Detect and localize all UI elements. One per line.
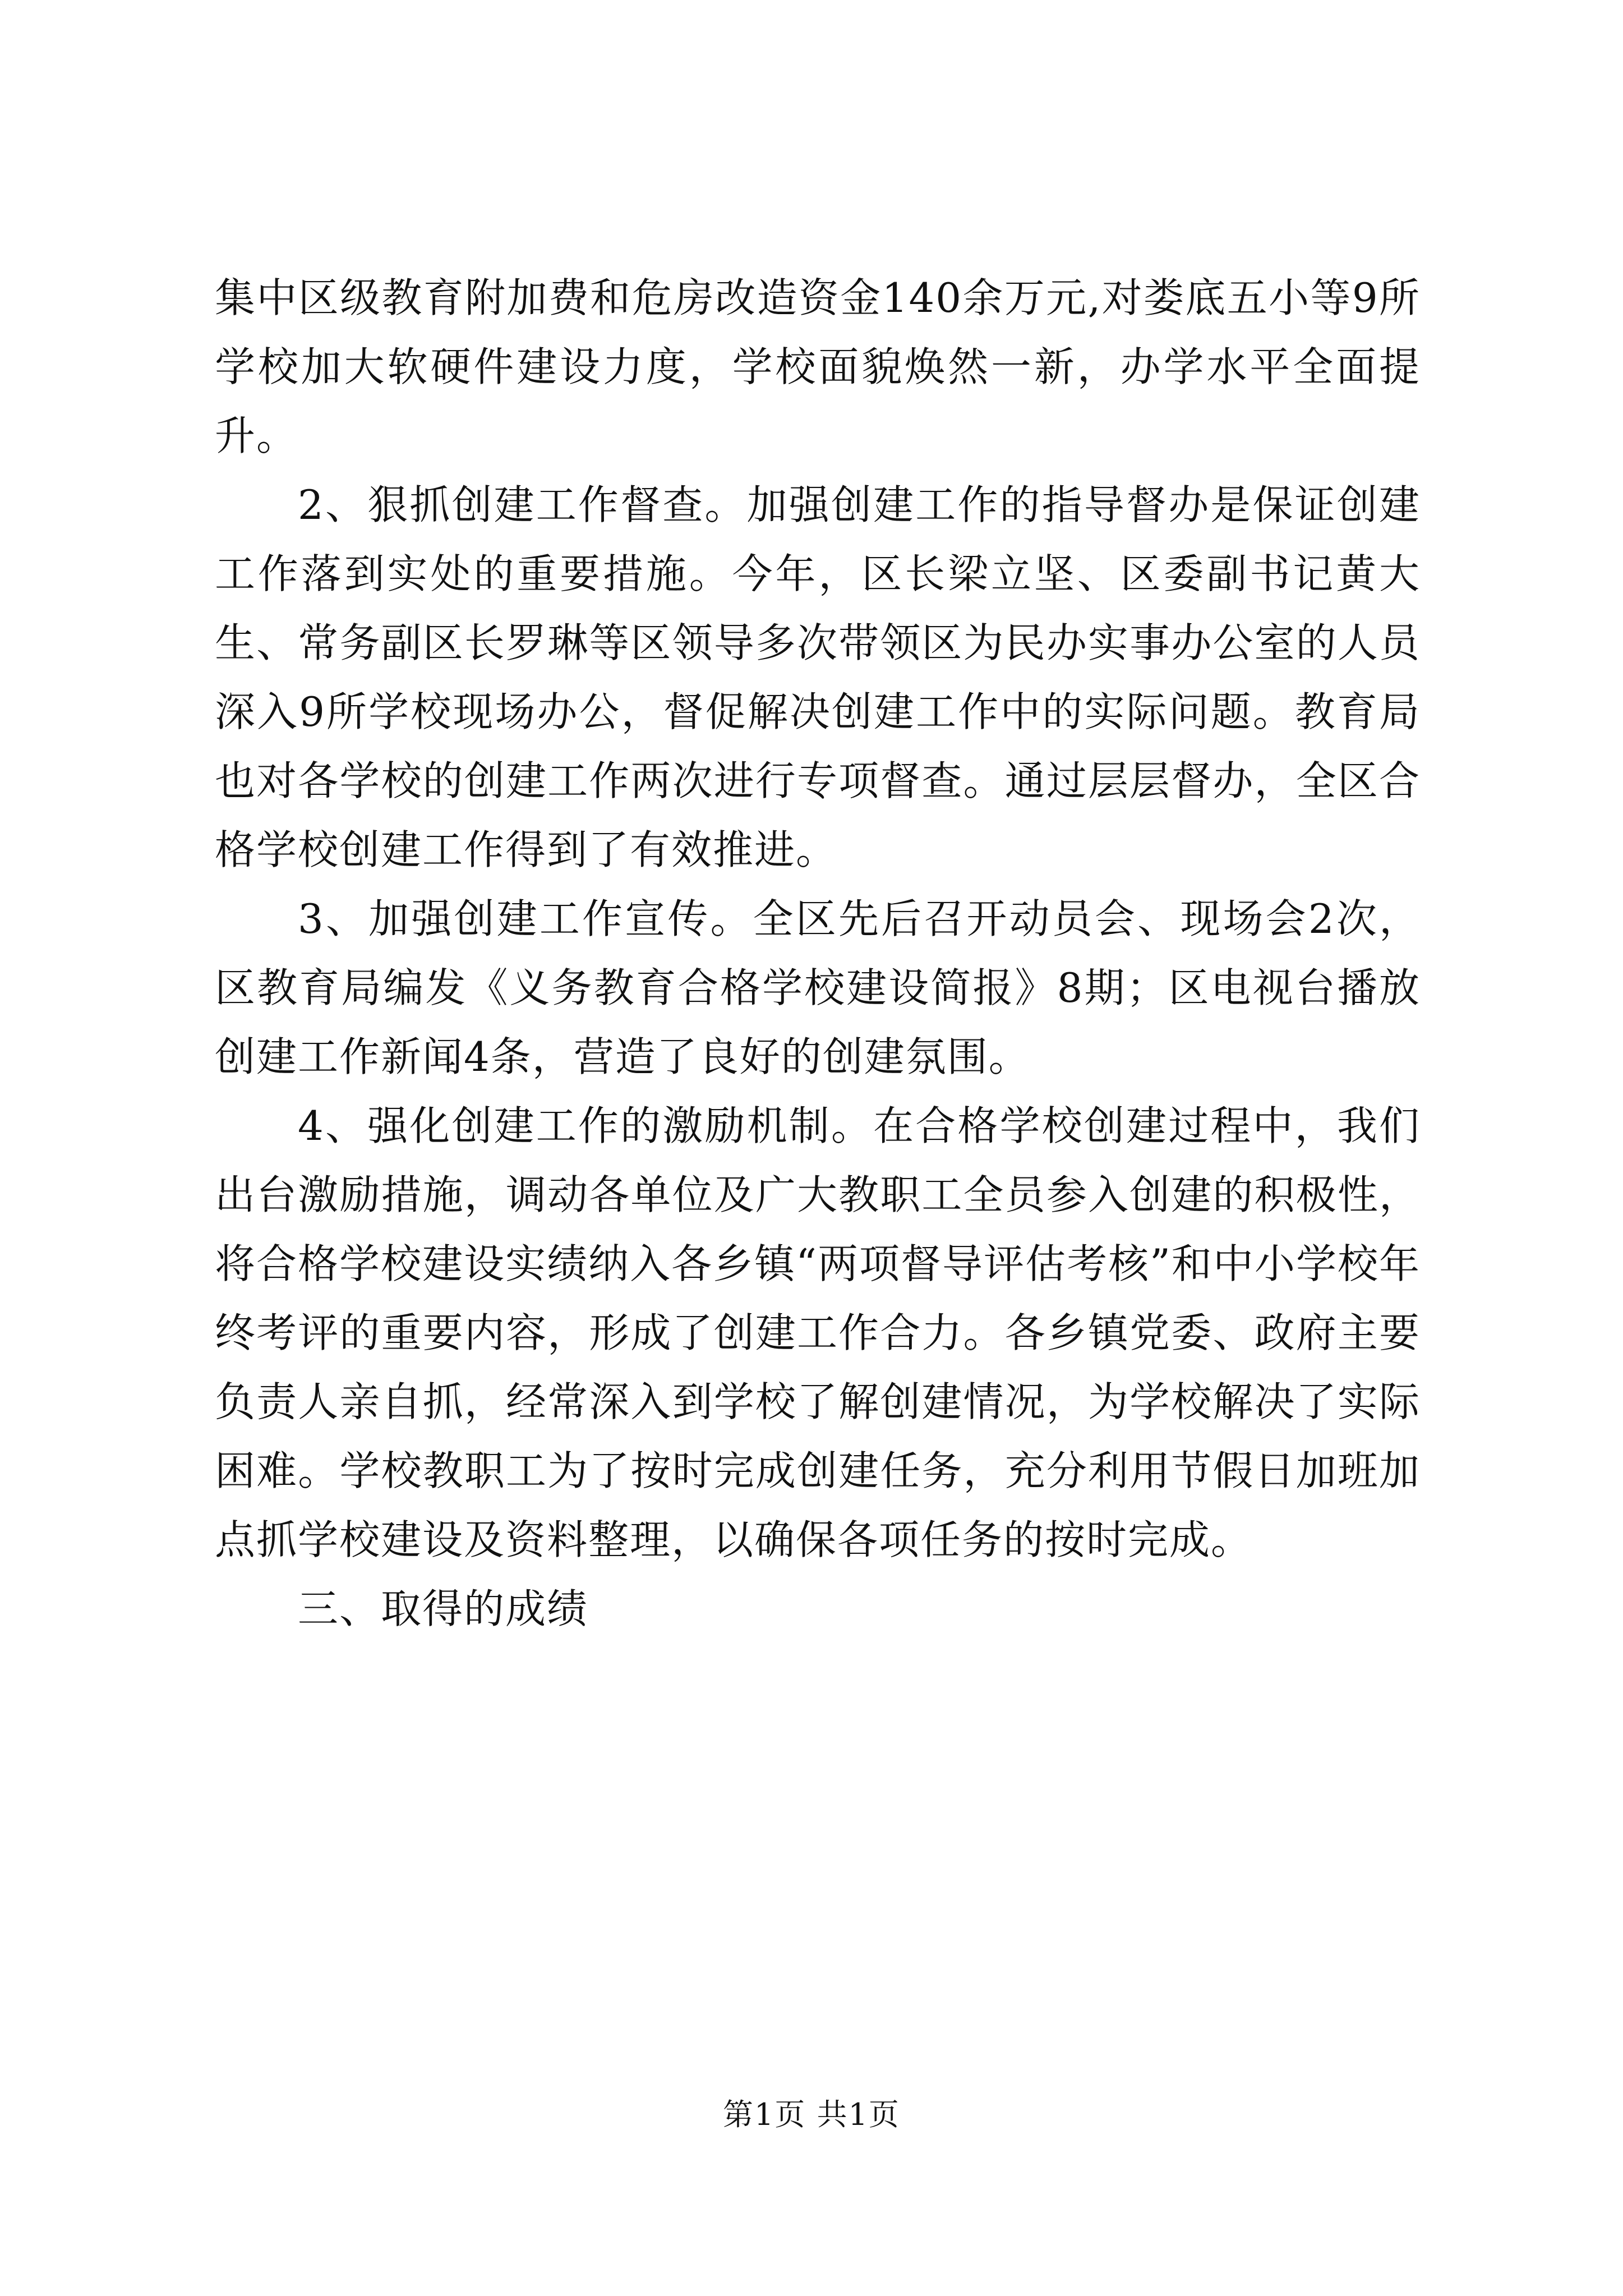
page-footer: 第1页 共1页 [723,2097,900,2132]
section-heading: 三、取得的成绩 [298,1585,589,1632]
paragraph-4: 4、强化创建工作的激励机制。在合格学校创建过程中，我们出台激励措施，调动各单位及广大教职工全员参入创建的积极性，将合格学校建设实绩纳入各乡镇“两项督导评估考核”和中小学校年终考评的重要内容，形成了创建工作合力。各乡镇党委、政府主要负责人亲自抓，经常深入到学校了解创建情况，为学校解决了实际困难。学校教职工为了按时完成创建任务，充分利用节假日加班加点抓学校建设及资料整理，以确保各项任务的按时完成。 [215,1102,1421,1563]
paragraph-1: 集中区级教育附加费和危房改造资金140余万元,对娄底五小等9所学校加大软硬件建设力度，学校面貌焕然一新，办学水平全面提升。 [215,274,1421,459]
document-body [215,264,1421,1644]
paragraph-2: 2、狠抓创建工作督查。加强创建工作的指导督办是保证创建工作落到实处的重要措施。今年，区长梁立坚、区委副书记黄大生、常务副区长罗琳等区领导多次带领区为民办实事办公室的人员深入9所学校现场办公，督促解决创建工作中的实际问题。教育局也对各学校的创建工作两次进行专项督查。通过层层督办，全区合格学校创建工作得到了有效推进。 [215,481,1421,873]
paragraph-3: 3、加强创建工作宣传。全区先后召开动员会、现场会2次，区教育局编发《义务教育合格学校建设简报》8期；区电视台播放创建工作新闻4条，营造了良好的创建氛围。 [215,895,1421,1080]
